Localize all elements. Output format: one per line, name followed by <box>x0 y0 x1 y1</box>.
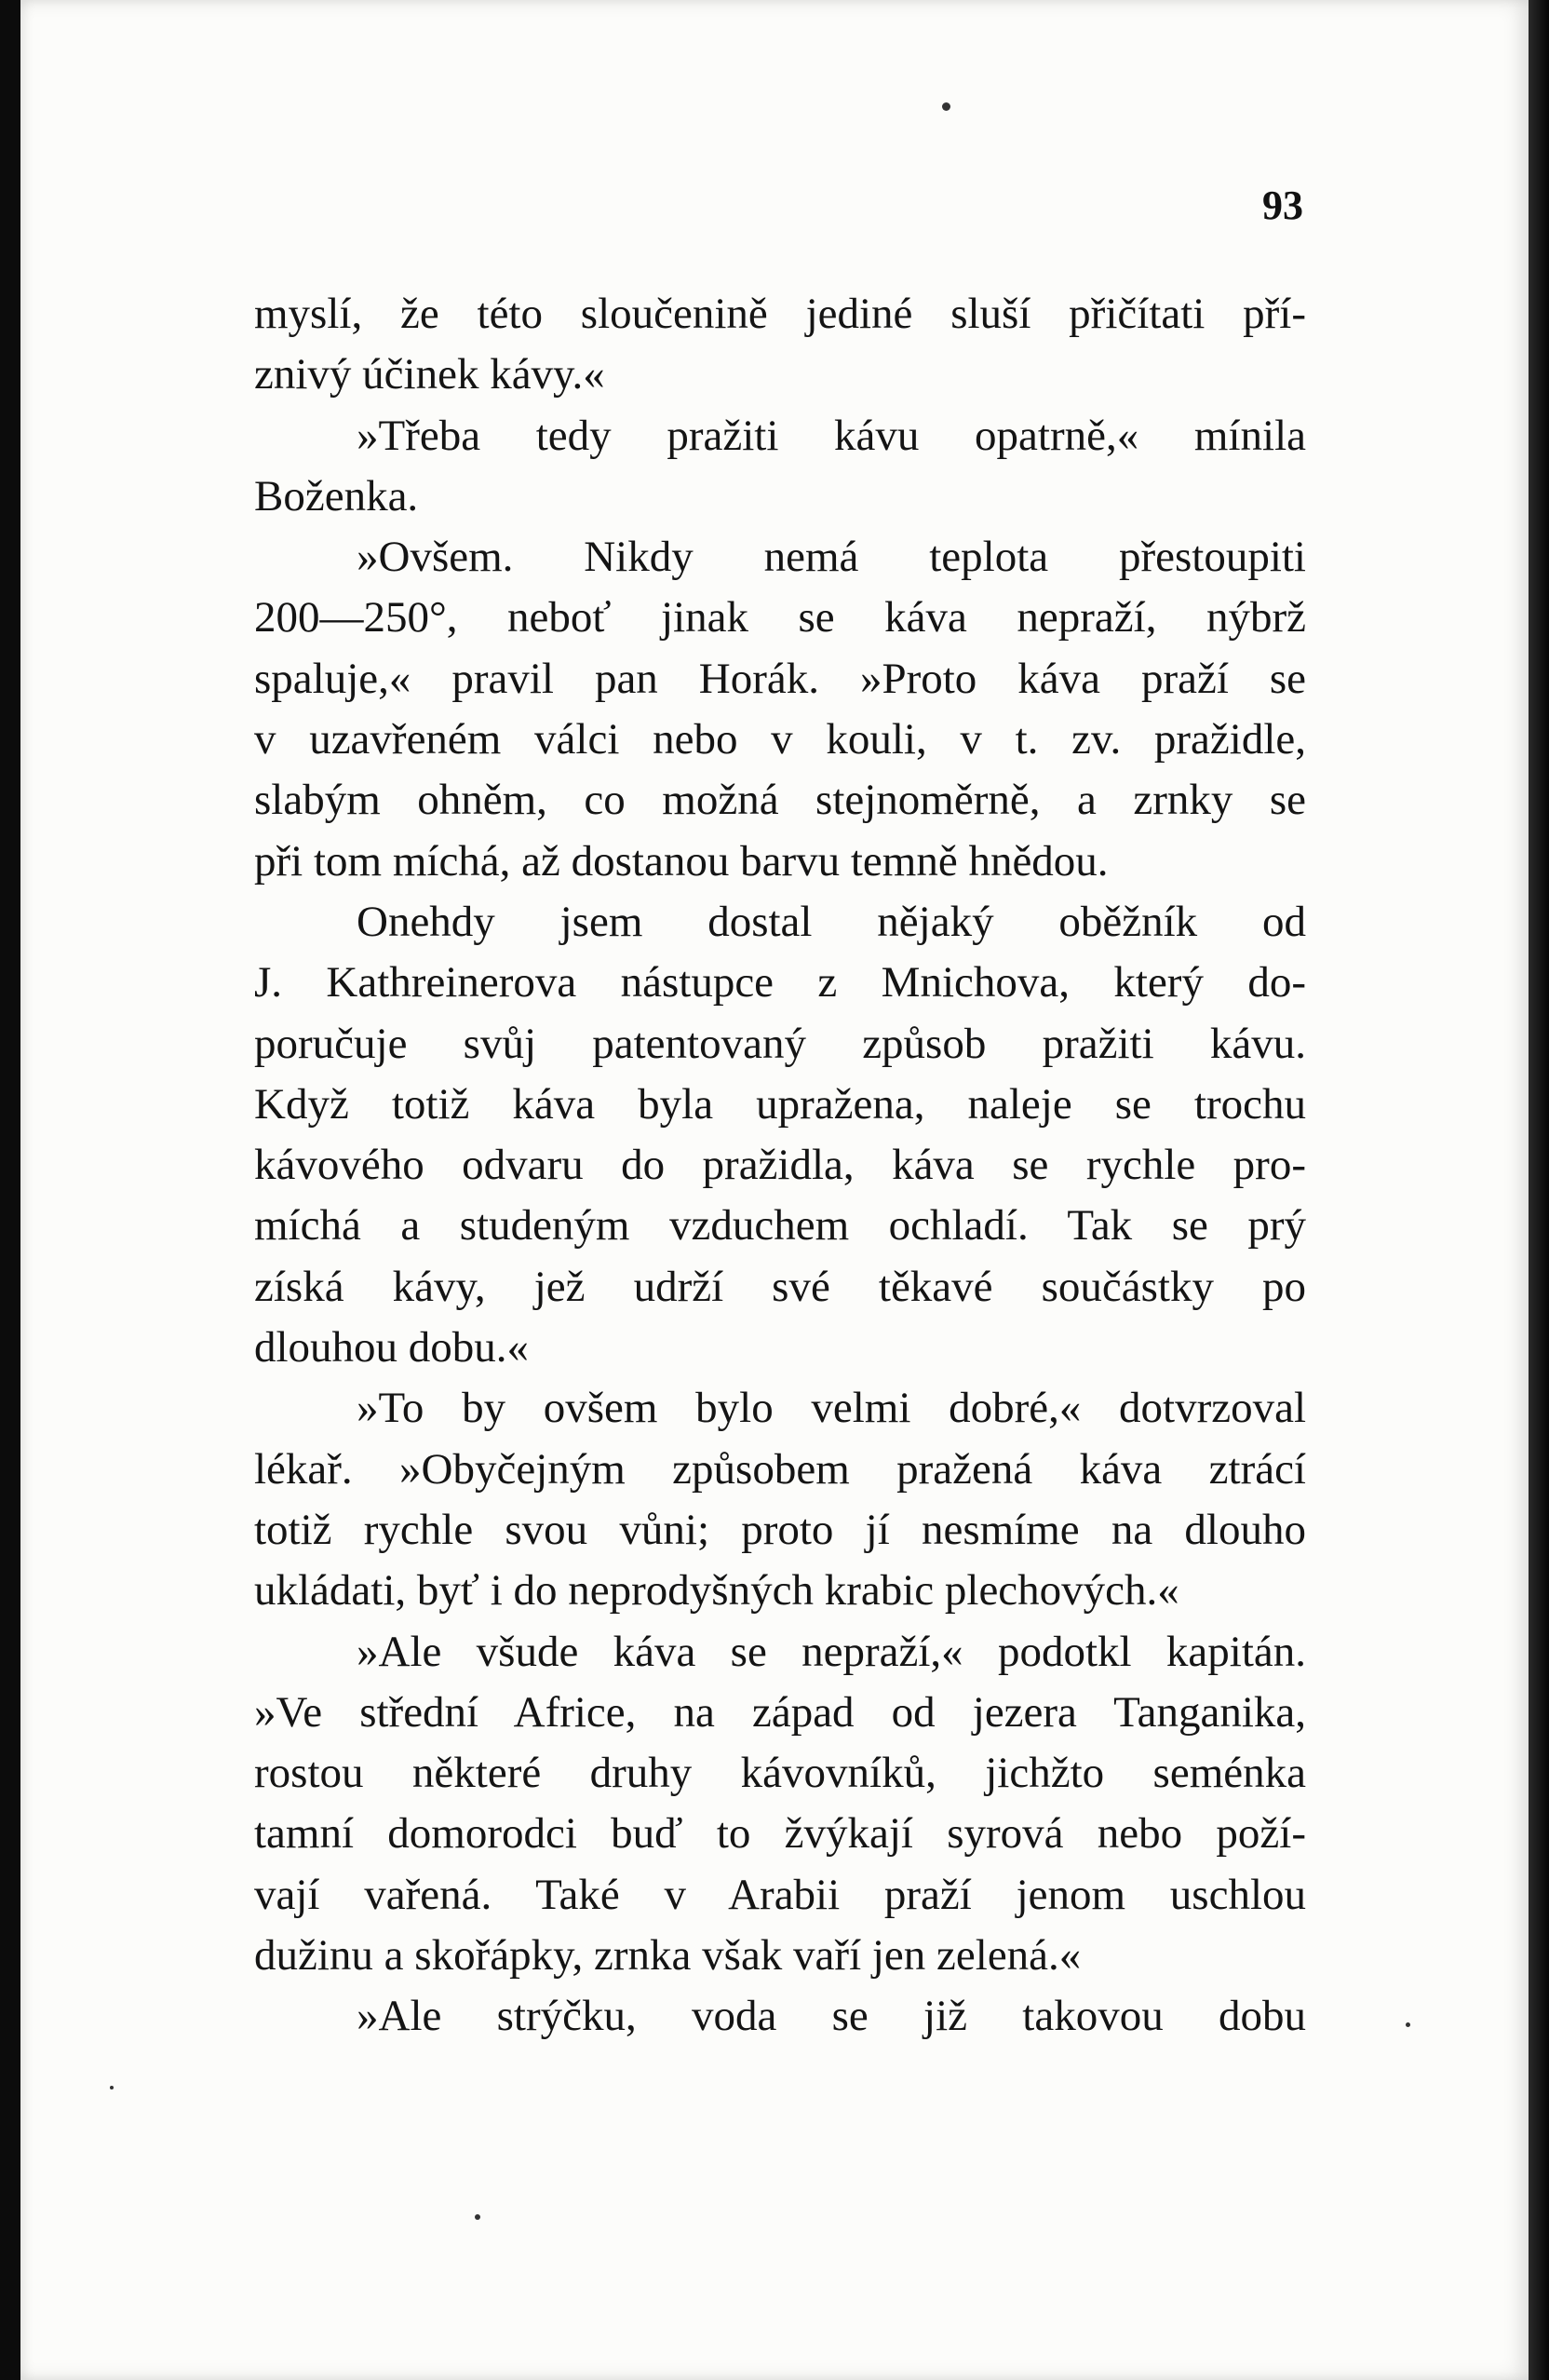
text-line: při tom míchá, až dostanou barvu temně hnědou. <box>254 836 1109 886</box>
text-line: dlouhou dobu.« <box>254 1323 530 1373</box>
text-line: míchá a studeným vzduchem ochladí. Tak se prý <box>254 1201 1306 1251</box>
paper-speck <box>475 2214 480 2220</box>
text-line: vají vařená. Také v Arabii praží jenom uschlou <box>254 1870 1306 1919</box>
text-line: lékař. »Obyčejným způsobem pražená káva ztrácí <box>254 1444 1306 1494</box>
text-line: »To by ovšem bylo velmi dobré,« dotvrzoval <box>357 1384 1306 1433</box>
page-edge-shadow <box>1529 0 1549 2380</box>
text-line: 200—250°, neboť jinak se káva nepraží, nýbrž <box>254 593 1306 642</box>
paper-speck <box>942 102 950 111</box>
text-line: J. Kathreinerova nástupce z Mnichova, který do- <box>254 958 1306 1007</box>
text-line: spaluje,« pravil pan Horák. »Proto káva praží se <box>254 654 1306 703</box>
paper-speck <box>110 2086 114 2089</box>
text-line: ukládati, byť i do neprodyšných krabic plechových.« <box>254 1566 1179 1616</box>
text-line: rostou některé druhy kávovníků, jichžto seménka <box>254 1749 1306 1798</box>
text-line: Když totiž káva byla upražena, naleje se trochu <box>254 1079 1306 1129</box>
text-line: »Ve střední Africe, na západ od jezera Tanganika, <box>254 1687 1306 1737</box>
page-number: 93 <box>1262 183 1303 228</box>
text-line: myslí, že této sloučenině jediné sluší přičítati pří- <box>254 290 1306 338</box>
text-line: totiž rychle svou vůni; proto jí nesmíme na dlouho <box>254 1505 1306 1554</box>
text-line: kávového odvaru do pražidla, káva se rychle pro- <box>254 1141 1306 1190</box>
paper-speck <box>1406 2022 1410 2027</box>
text-line: tamní domorodci buď to žvýkají syrová nebo poží- <box>254 1809 1306 1859</box>
text-line: »Ale všude káva se nepraží,« podotkl kapitán. <box>357 1627 1306 1676</box>
text-line: dužinu a skořápky, zrnka však vaří jen zelená.« <box>254 1931 1082 1981</box>
text-line: Onehdy jsem dostal nějaký oběžník od <box>357 897 1306 946</box>
text-line: znivý účinek kávy.« <box>254 350 605 399</box>
text-line: poručuje svůj patentovaný způsob pražiti kávu. <box>254 1019 1306 1068</box>
text-line: »Třeba tedy pražiti kávu opatrně,« mínila <box>357 411 1306 460</box>
text-line: získá kávy, jež udrží své těkavé součástky po <box>254 1262 1306 1311</box>
body-text <box>254 284 1306 2048</box>
text-line: »Ovšem. Nikdy nemá teplota přestoupiti <box>357 533 1306 582</box>
text-line: Boženka. <box>254 471 419 521</box>
text-line: »Ale strýčku, voda se již takovou dobu <box>357 1992 1306 2041</box>
text-line: v uzavřeném válci nebo v kouli, v t. zv. pražidle, <box>254 715 1306 764</box>
text-line: slabým ohněm, co možná stejnoměrně, a zrnky se <box>254 776 1306 825</box>
